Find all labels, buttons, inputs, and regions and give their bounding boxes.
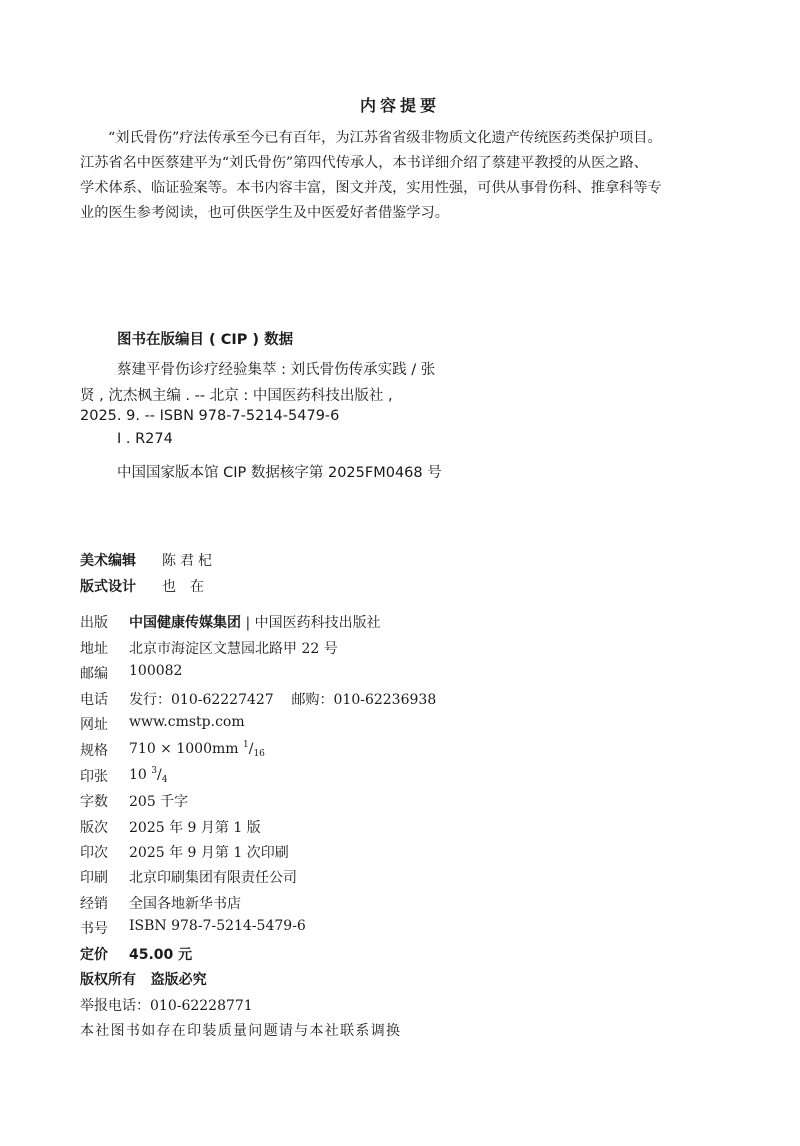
postcode-value: 100082 [129, 663, 183, 679]
distributor-label: 经销 [80, 896, 108, 912]
sheets-value: 10 [129, 767, 147, 783]
format-fraction-numerator: 1 [243, 740, 249, 750]
publisher-group: 中国健康传媒集团 [129, 615, 241, 631]
quality-notice: 本社图书如存在印装质量问题请与本社联系调换 [80, 1023, 402, 1039]
wordcount-label: 字数 [80, 794, 108, 810]
edition-value: 2025 年 9 月第 1 版 [129, 820, 261, 836]
copyright-statement [80, 969, 207, 989]
format-value: 710 × 1000mm [129, 741, 239, 757]
art-editor-label: 美术编辑 [80, 553, 136, 569]
summary-title: 内容提要 [359, 96, 440, 115]
layout-design-label: 版式设计 [80, 579, 136, 595]
format-label: 规格 [80, 743, 108, 759]
sheets-fraction-denominator: 4 [161, 775, 168, 785]
edition-label: 版次 [80, 820, 108, 836]
postcode-label: 邮编 [80, 666, 108, 682]
publisher-row [129, 612, 381, 632]
phone-value: 发行：010-62227427 邮购：010-62236938 [129, 692, 437, 708]
cip-line-1: 蔡建平骨伤诊疗经验集萃 : 刘氏骨伤传承实践 / 张 [117, 362, 436, 378]
address-value: 北京市海淀区文慧园北路甲 22 号 [129, 641, 338, 657]
printing-value: 2025 年 9 月第 1 次印刷 [129, 845, 289, 861]
cip-line-3: 2025. 9. -- ISBN 978-7-5214-5479-6 [80, 408, 340, 424]
sheets-label: 印张 [80, 769, 108, 785]
printer-label: 印刷 [80, 870, 108, 886]
sheets-row: 10 $^3/_4$ [129, 766, 168, 785]
isbn-value: ISBN 978-7-5214-5479-6 [129, 918, 306, 934]
website-value: www.cmstp.com [129, 714, 245, 730]
summary-line-1: “刘氏骨伤”疗法传承至今已有百年，为江苏省省级非物质文化遗产传统医药类保护项目。 [108, 130, 662, 146]
format-fraction-denominator: 16 [253, 749, 265, 759]
wordcount-value: 205 千字 [129, 794, 189, 810]
price-label: 定价 [80, 947, 108, 963]
sheets-fraction-numerator: 3 [151, 766, 158, 776]
website-label: 网址 [80, 717, 108, 733]
publisher-label: 出版 [80, 615, 108, 631]
cip-line-2: 贤 , 沈杰枫主编 . -- 北京 : 中国医药科技出版社 , [80, 388, 393, 404]
summary-line-4: 业的医生参考阅读，也可供医学生及中医爱好者借鉴学习。 [80, 205, 449, 221]
distributor-value: 全国各地新华书店 [129, 896, 241, 912]
report-phone-label: 举报电话： [80, 998, 150, 1014]
address-label: 地址 [80, 641, 108, 657]
art-editor-value: 陈君杞 [162, 553, 216, 569]
phone-label: 电话 [80, 692, 108, 708]
printing-label: 印次 [80, 845, 108, 861]
cip-line-4: Ⅰ . R274 [117, 431, 173, 447]
piracy-prohibited: 盗版必究 [150, 972, 207, 988]
publisher-name: 中国医药科技出版社 [254, 615, 381, 631]
price-value: 45.00 元 [129, 947, 193, 963]
printer-value: 北京印刷集团有限责任公司 [129, 870, 297, 886]
report-phone-value: 010-62228771 [150, 998, 253, 1014]
cip-heading: 图书在版编目 ( CIP ) 数据 [117, 332, 294, 348]
layout-design-value: 也在 [162, 579, 218, 595]
publisher-separator: | [245, 615, 251, 631]
isbn-label: 书号 [80, 921, 108, 937]
copyright-reserved: 版权所有 [80, 972, 136, 988]
cip-verification: 中国国家版本馆 CIP 数据核字第 2025FM0468 号 [117, 465, 442, 481]
summary-line-3: 学术体系、临证验案等。本书内容丰富，图文并茂，实用性强，可供从事骨伤科、推拿科等专 [80, 180, 662, 196]
format-row: 710 × 1000mm $^1/_{16}$ [129, 740, 265, 759]
report-phone-row [80, 995, 253, 1015]
summary-line-2: 江苏省名中医蔡建平为“刘氏骨伤”第四代传承人，本书详细介绍了蔡建平教授的从医之路、 [80, 155, 648, 171]
